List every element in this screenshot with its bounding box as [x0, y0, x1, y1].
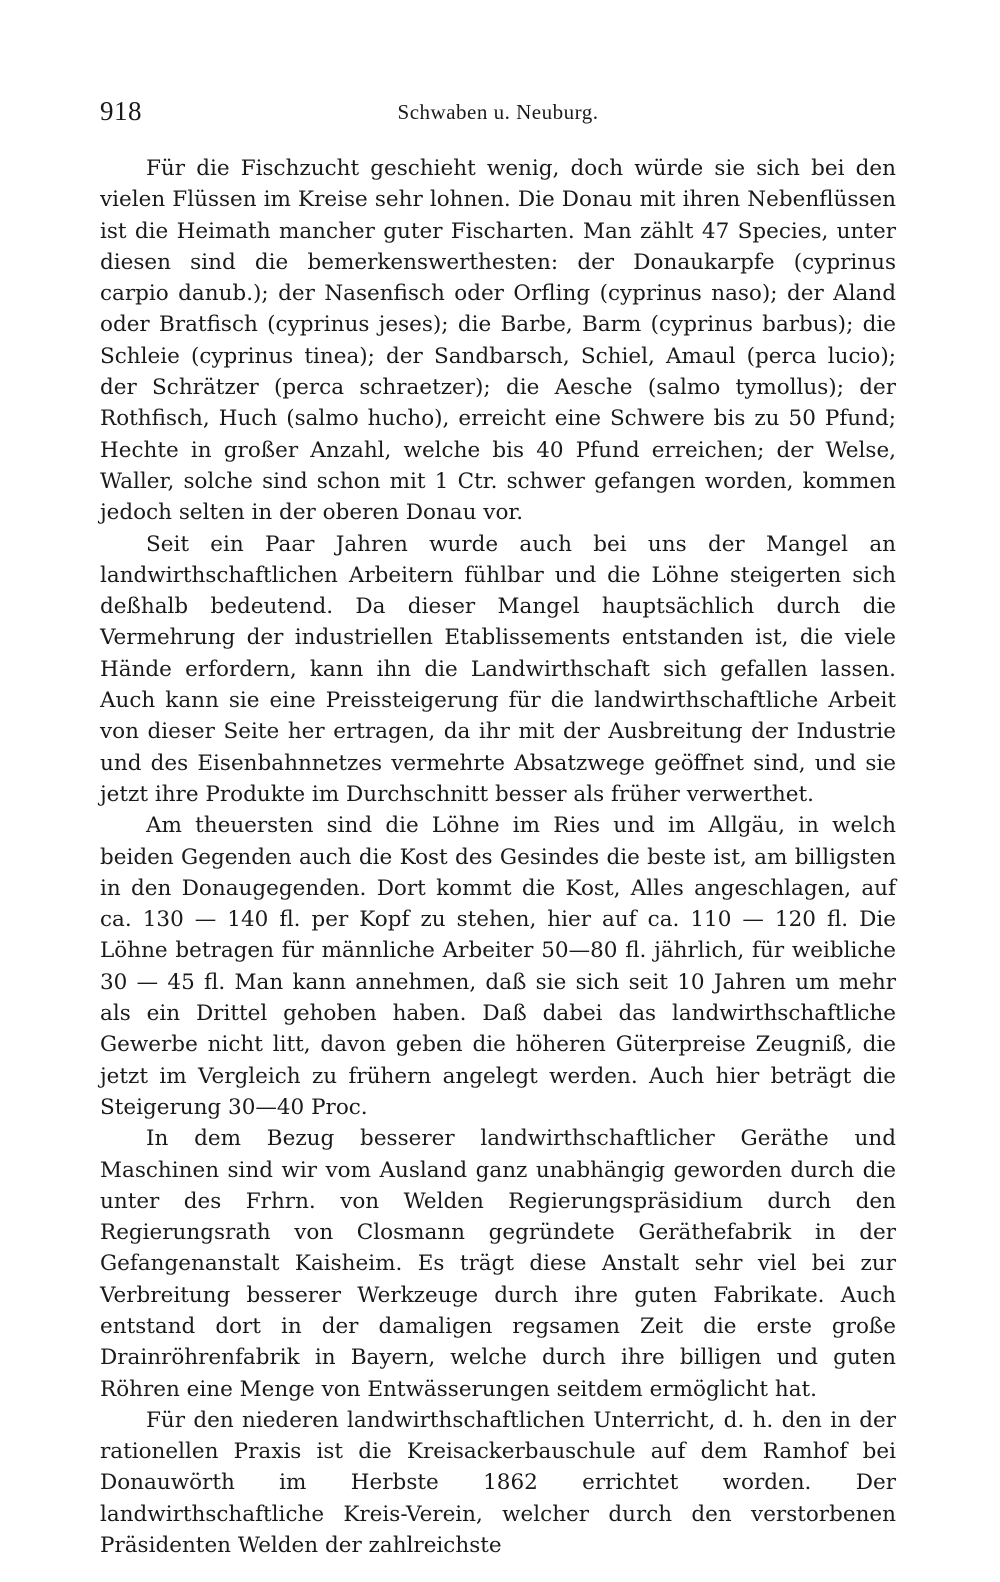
- paragraph-fish-farming: Für die Fischzucht geschieht wenig, doch würde sie sich bei den vielen Flüssen im Kreise sehr lohnen. Die Donau mit ihren Nebenflüssen ist die Heimath mancher guter Fischarten. Man zählt 47 Species, unter diesen sind die bemerkenswerthesten: der Donaukarpfe (cyprinus carpio danub.); der Nasenfisch oder Orfling (cyprinus naso); der Aland oder Bratfisch (cyprinus jeses); die Barbe, Barm (cyprinus barbus); die Schleie (cyprinus tinea); der Sandbarsch, Schiel, Amaul (perca lucio); der Schrätzer (perca schraetzer); die Aesche (salmo tymollus); der Rothfisch, Huch (salmo hucho), erreicht eine Schwere bis zu 50 Pfund; Hechte in großer Anzahl, welche bis 40 Pfund erreichen; der Welse, Waller, solche sind schon mit 1 Ctr. schwer gefangen worden, kommen jedoch selten in der oberen Donau vor.: [100, 156, 896, 526]
- page-number: 918: [100, 96, 142, 126]
- paragraph-agricultural-school: Für den niederen landwirthschaftlichen Unterricht, d. h. den in der rationellen Praxis ist die Kreisackerbauschule auf dem Ramhof bei Donauwörth im Herbste 1862 errichtet worden. Der landwirthschaftliche Kreis-Verein, welcher durch den verstorbenen Präsidenten Welden der zahlreichste: [100, 1407, 896, 1559]
- paragraph-labor-shortage: Seit ein Paar Jahren wurde auch bei uns der Mangel an landwirthschaftlichen Arbeitern fühlbar und die Löhne steigerten sich deßhalb bedeutend. Da dieser Mangel hauptsächlich durch die Vermehrung der industriellen Etablissements entstanden ist, die viele Hände erfordern, kann ihn die Landwirthschaft sich gefallen lassen. Auch kann sie eine Preissteigerung für die landwirthschaftliche Arbeit von dieser Seite her ertragen, da ihr mit der Ausbreitung der Industrie und des Eisenbahnnetzes vermehrte Absatzwege geöffnet sind, und sie jetzt ihre Produkte im Durchschnitt besser als früher verwerthet.: [100, 531, 896, 807]
- paragraph-wages: Am theuersten sind die Löhne im Ries und im Allgäu, in welch beiden Gegenden auch die Kost des Gesindes die beste ist, am billigsten in den Donaugegenden. Dort kommt die Kost, Alles angeschlagen, auf ca. 130 — 140 fl. per Kopf zu stehen, hier auf ca. 110 — 120 fl. Die Löhne betragen für männliche Arbeiter 50—80 fl. jährlich, für weibliche 30 — 45 fl. Man kann annehmen, daß sie sich seit 10 Jahren um mehr als ein Drittel gehoben haben. Daß dabei das landwirthschaftliche Gewerbe nicht litt, davon geben die höheren Güterpreise Zeugniß, die jetzt im Vergleich zu frühern angelegt werden. Auch hier beträgt die Steigerung 30—40 Proc.: [100, 813, 896, 1120]
- body-text: [100, 153, 896, 1561]
- running-head: Schwaben u. Neuburg.: [397, 100, 599, 124]
- paragraph-equipment-factory: In dem Bezug besserer landwirthschaftlicher Geräthe und Maschinen sind wir vom Ausland ganz unabhängig geworden durch die unter des Frhrn. von Welden Regierungspräsidium durch den Regierungsrath von Closmann gegründete Geräthefabrik in der Gefangenanstalt Kaisheim. Es trägt diese Anstalt sehr viel bei zur Verbreitung besserer Werkzeuge durch ihre guten Fabrikate. Auch entstand dort in der damaligen regsamen Zeit die erste große Drainröhrenfabrik in Bayern, welche durch ihre billigen und guten Röhren eine Menge von Entwässerungen seitdem ermöglicht hat.: [100, 1126, 896, 1402]
- page-header: [100, 96, 896, 136]
